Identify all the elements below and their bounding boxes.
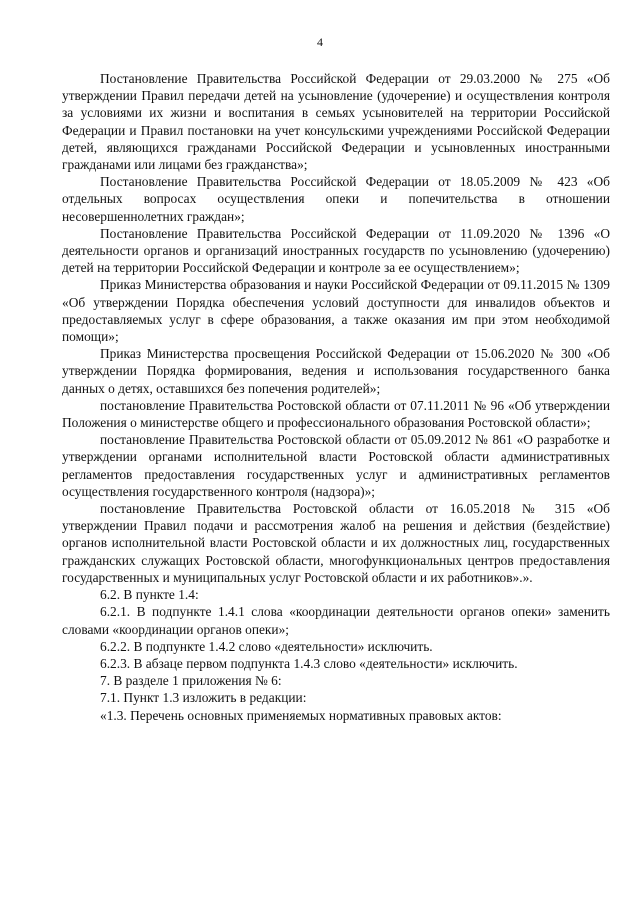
paragraph-item-1-3-quote: «1.3. Перечень основных применяемых нормативных правовых актов: xyxy=(100,707,502,723)
paragraph-item-6-2: 6.2. В пункте 1.4: xyxy=(100,587,199,603)
page-number: 4 xyxy=(317,35,323,49)
paragraph-order-1309: Приказ Министерства образования и науки Российской Федерации от 09.11.2015 № 1309 «Об утверждении Порядка обеспечения условий доступности для инвалидов объектов и предоставляемых услуг в сфере образования, а также оказания им при этом необходимой помощи»; xyxy=(62,277,610,345)
document-body xyxy=(62,70,610,724)
paragraph-order-300: Приказ Министерства просвещения Российской Федерации от 15.06.2020 № 300 «Об утверждении Порядка формирования, ведения и использования государственного банка данных о детях, оставшихся без попечения родителей»; xyxy=(62,346,610,396)
paragraph-item-7: 7. В разделе 1 приложения № 6: xyxy=(100,673,282,689)
paragraph-item-7-1: 7.1. Пункт 1.3 изложить в редакции: xyxy=(100,690,307,706)
paragraph-government-decree-1396: Постановление Правительства Российской Федерации от 11.09.2020 № 1396 «О деятельности органов и организаций иностранных государств по усыновлению (удочерению) детей на территории Российской Федерации и контроле за ее осуществлением»; xyxy=(62,225,610,276)
paragraph-item-6-2-1: 6.2.1. В подпункте 1.4.1 слова «координации деятельности органов опеки» заменить словами «координации органов опеки»; xyxy=(62,604,610,637)
paragraph-rostov-decree-96: постановление Правительства Ростовской области от 07.11.2011 № 96 «Об утверждении Положения о министерстве общего и профессионального образования Ростовской области»; xyxy=(62,397,610,431)
paragraph-item-6-2-2: 6.2.2. В подпункте 1.4.2 слово «деятельности» исключить. xyxy=(100,638,433,654)
paragraph-rostov-decree-315: постановление Правительства Ростовской области от 16.05.2018 № 315 «Об утверждении Правил подачи и рассмотрения жалоб на решения и действия (бездействие) органов исполнительной власти Ростовской области и их должностных лиц, государственных гражданских служащих Ростовской области, многофункциональных центров предоставления государственных и муниципальных услуг Ростовской области и их работников».». xyxy=(62,501,610,585)
paragraph-rostov-decree-861: постановление Правительства Ростовской области от 05.09.2012 № 861 «О разработке и утверждении органами исполнительной власти Ростовской области административных регламентов предоставления государственных услуг и административных регламентов осуществления государственного контроля (надзора)»; xyxy=(62,432,610,499)
paragraph-government-decree-275: Постановление Правительства Российской Федерации от 29.03.2000 № 275 «Об утверждении Правил передачи детей на усыновление (удочерение) и осуществления контроля за условиями их жизни и воспитания в семьях усыновителей на территории Российской Федерации и Правил постановки на учет консульскими учреждениями Российской Федерации детей, являющихся гражданами Российской Федерации и усыновленных иностранными гражданами или лицами без гражданства»; xyxy=(62,71,610,173)
paragraph-item-6-2-3: 6.2.3. В абзаце первом подпункта 1.4.3 слово «деятельности» исключить. xyxy=(100,655,518,671)
paragraph-government-decree-423: Постановление Правительства Российской Федерации от 18.05.2009 № 423 «Об отдельных вопросах осуществления опеки и попечительства в отношении несовершеннолетних граждан»; xyxy=(62,174,610,224)
